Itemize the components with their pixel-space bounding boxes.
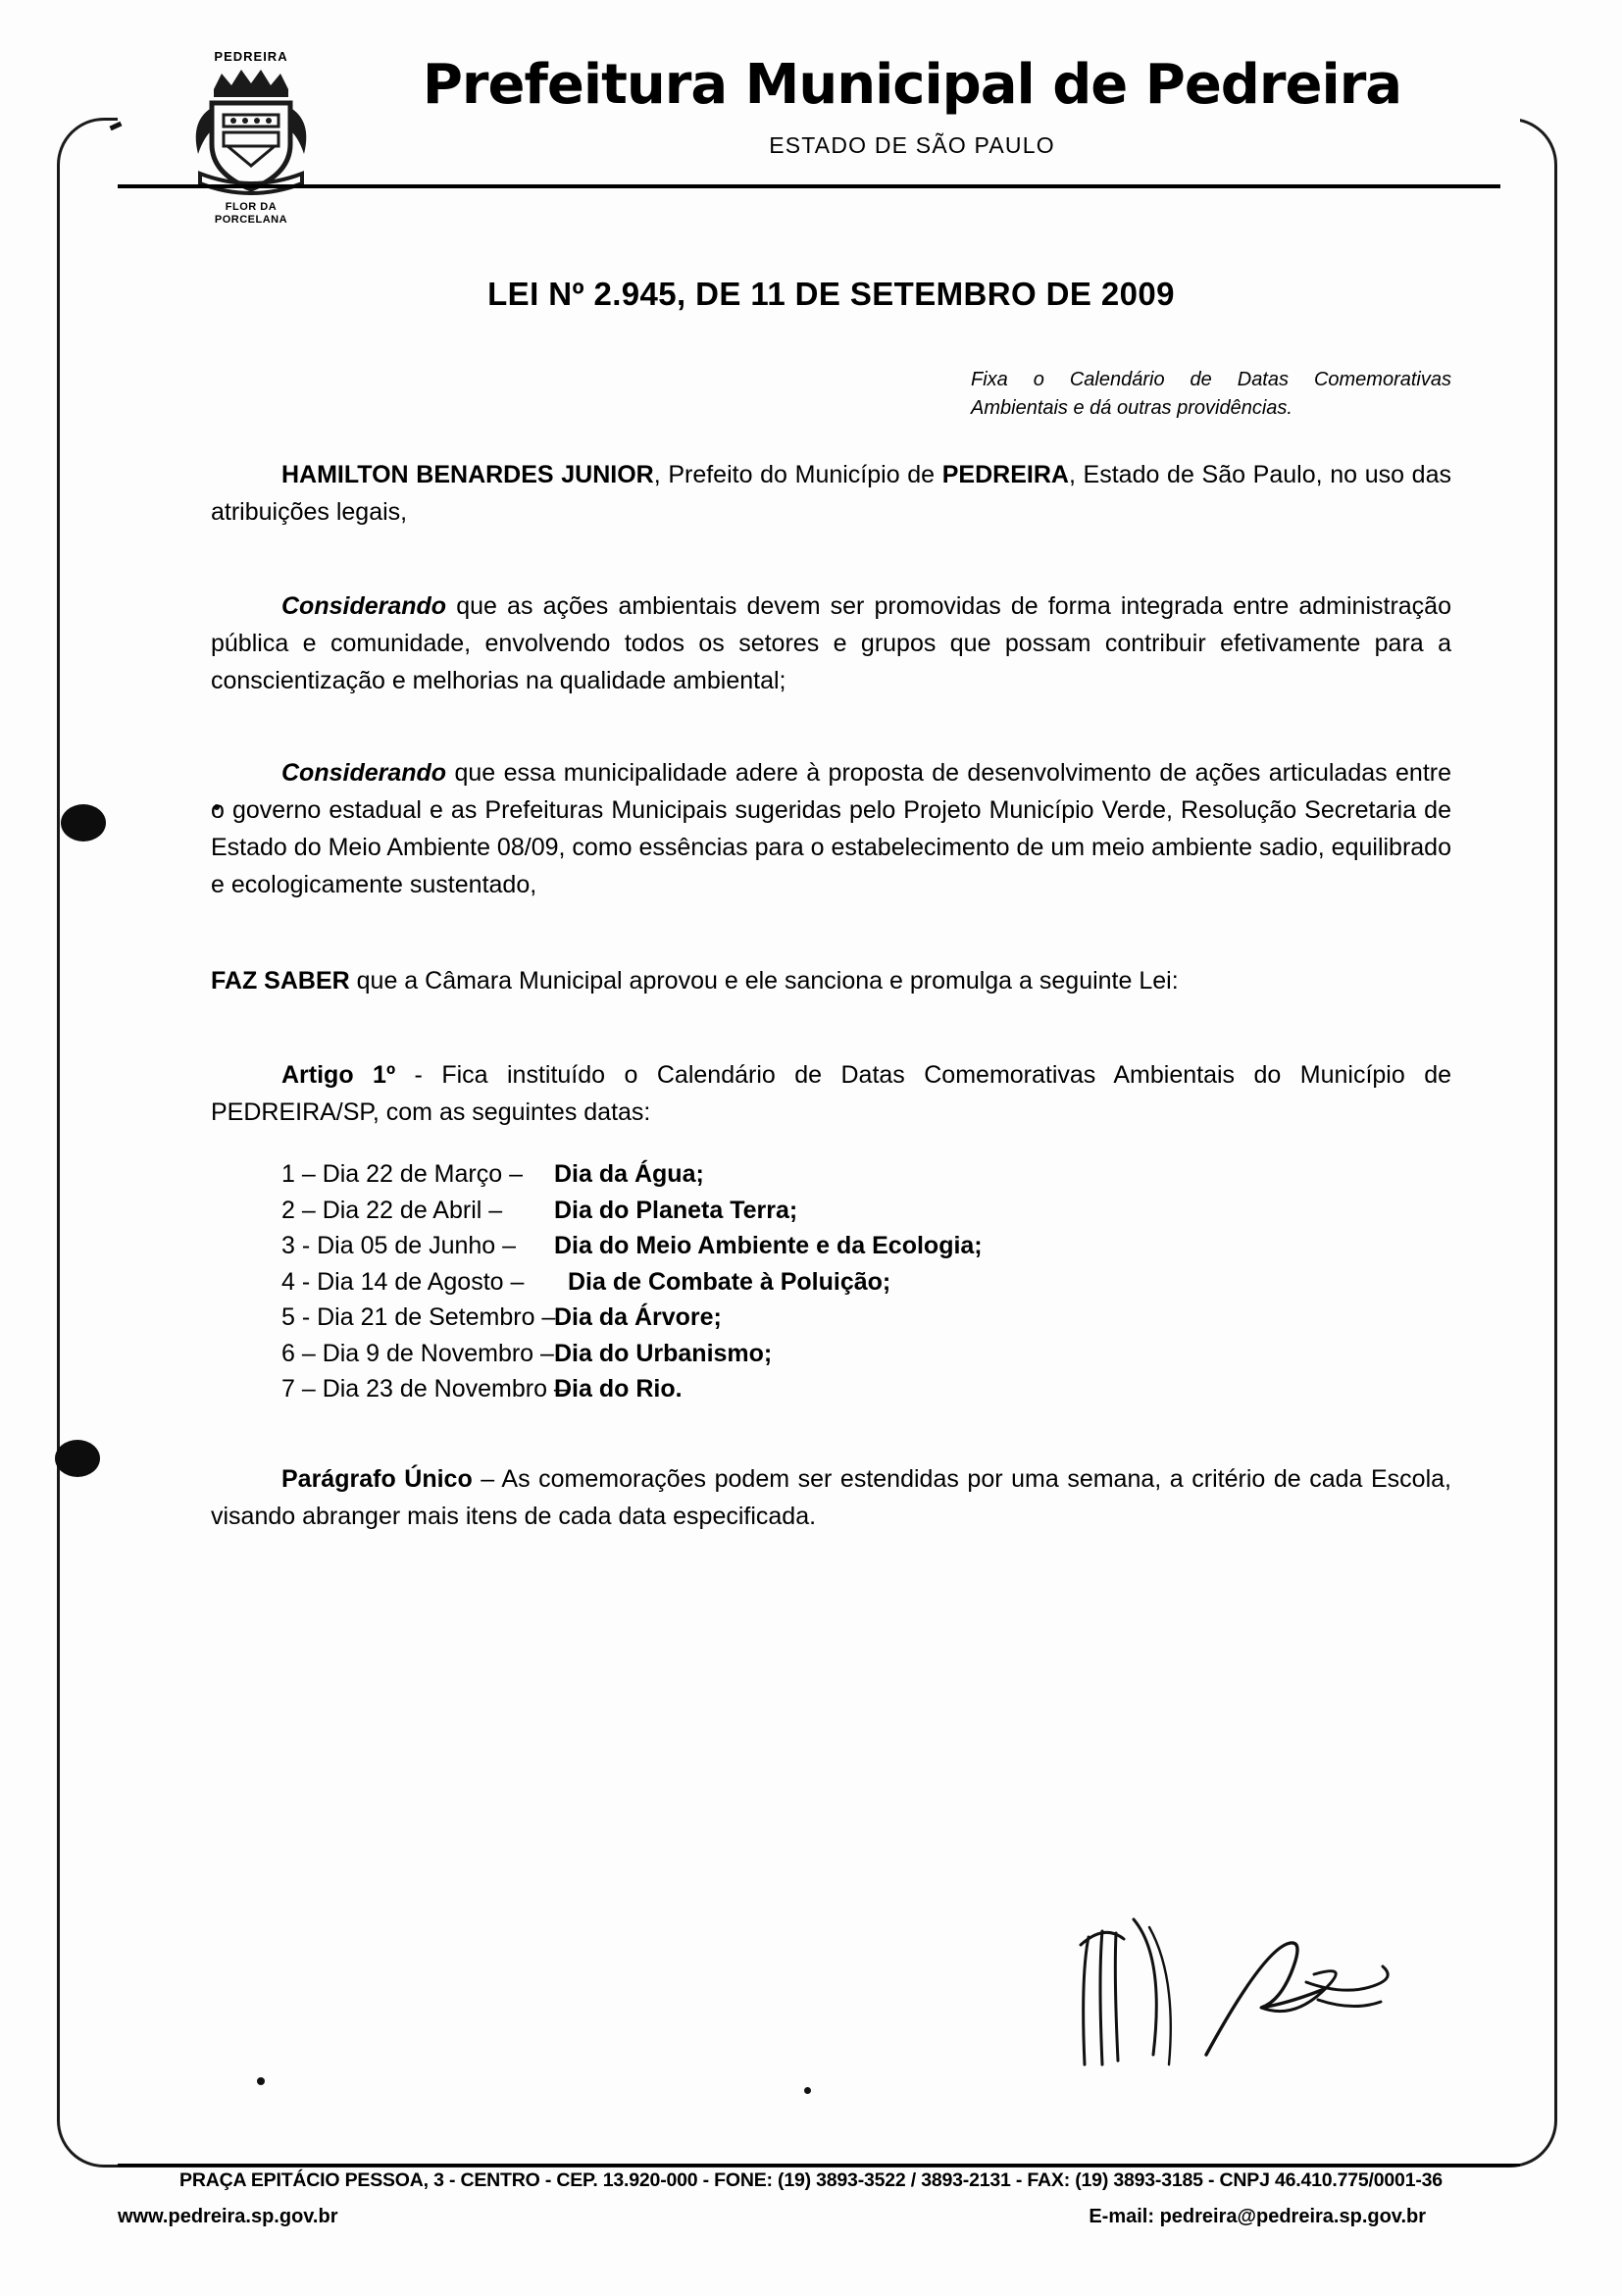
signature-icon xyxy=(1059,1917,1471,2084)
coat-of-arms-icon xyxy=(173,64,329,201)
document-header xyxy=(0,39,1622,226)
considerando-label-2: Considerando xyxy=(281,759,447,788)
header-rule xyxy=(157,184,1500,188)
list-item xyxy=(211,1264,1451,1301)
date-number-and-day: 2 – Dia 22 de Abril – xyxy=(281,1196,503,1224)
considerando-paragraph-1 xyxy=(211,587,1451,699)
preamble-text-2: , Estado de São Paulo, no uso das atribuições legais, xyxy=(211,461,1451,527)
law-title: LEI Nº 2.945, DE 11 DE SETEMBRO DE 2009 xyxy=(487,276,1175,312)
law-summary: Fixa o Calendário de Datas Comemorativas Ambientais e dá outras providências. xyxy=(971,369,1451,420)
header-rule-left xyxy=(118,184,161,188)
date-name: Dia da Árvore; xyxy=(554,1303,722,1332)
crest-bottom-label-1: FLOR DA xyxy=(225,201,278,213)
faz-saber-paragraph xyxy=(211,962,1451,999)
paragrafo-unico-paragraph xyxy=(211,1460,1451,1535)
scan-speck xyxy=(804,2087,811,2094)
date-number-and-day: 3 - Dia 05 de Junho – xyxy=(281,1232,517,1260)
list-item xyxy=(211,1193,1451,1229)
faz-saber-text: que a Câmara Municipal aprovou e ele sanciona e promulga a seguinte Lei: xyxy=(349,967,1179,995)
list-item xyxy=(211,1156,1451,1193)
document-body xyxy=(211,270,1451,1535)
list-item xyxy=(211,1228,1451,1264)
mayor-signature xyxy=(1059,1917,1471,2084)
considerando-text-1: que as ações ambientais devem ser promovidas de forma integrada entre administração pública e comunidade, envolvendo todos os setores e grupos que possam contribuir efetivamente para a conscientização e melhorias na qualidade ambiental; xyxy=(211,592,1451,695)
faz-saber-label: FAZ SABER xyxy=(211,967,350,995)
crest-top-label: PEDREIRA xyxy=(214,49,288,64)
date-name: Dia de Combate à Poluição; xyxy=(568,1267,891,1296)
paragrafo-unico-label: Parágrafo Único xyxy=(281,1464,473,1493)
scan-speck xyxy=(257,2077,265,2085)
date-number-and-day: 6 – Dia 9 de Novembro – xyxy=(281,1339,554,1367)
city-title: Prefeitura Municipal de Pedreira xyxy=(422,53,1402,117)
footer-rule xyxy=(118,2164,1520,2167)
footer-address: PRAÇA EPITÁCIO PESSOA, 3 - CENTRO - CEP. 13.920-000 - FONE: (19) 3893-3522 / 3893-2131 - FAX: (19) 3893-3185 - CNPJ 46.410.775/0001-36 xyxy=(179,2169,1443,2191)
list-item xyxy=(211,1336,1451,1372)
date-name: Dia do Urbanismo; xyxy=(554,1339,773,1367)
considerando-paragraph-2 xyxy=(211,754,1451,903)
document-footer xyxy=(0,2169,1622,2228)
binder-hole-top xyxy=(61,804,106,842)
commemorative-dates-list xyxy=(211,1156,1451,1407)
date-number-and-day: 1 – Dia 22 de Março – xyxy=(281,1160,523,1189)
city-coat-of-arms xyxy=(173,49,329,245)
date-name: Dia do Planeta Terra; xyxy=(554,1196,798,1224)
municipality-name: PEDREIRA xyxy=(941,461,1069,489)
preamble-paragraph xyxy=(211,456,1451,531)
artigo-1-paragraph xyxy=(211,1056,1451,1131)
binder-hole-bottom xyxy=(55,1440,100,1477)
preamble-text-1: , Prefeito do Município de xyxy=(653,461,942,489)
list-item xyxy=(211,1300,1451,1336)
state-subtitle: ESTADO DE SÃO PAULO xyxy=(769,131,1055,158)
list-item xyxy=(211,1371,1451,1407)
artigo-1-text: - Fica instituído o Calendário de Datas Comemorativas Ambientais do Município de PEDREIRA/SP, com as seguintes datas: xyxy=(211,1061,1452,1127)
crest-bottom-label-2: PORCELANA xyxy=(214,213,288,226)
considerando-label-1: Considerando xyxy=(281,592,447,621)
footer-website[interactable]: www.pedreira.sp.gov.br xyxy=(118,2206,338,2227)
date-number-and-day: 7 – Dia 23 de Novembro – xyxy=(281,1375,568,1403)
date-name: Dia do Meio Ambiente e da Ecologia; xyxy=(554,1232,983,1260)
footer-email[interactable]: E-mail: pedreira@pedreira.sp.gov.br xyxy=(1089,2206,1426,2227)
artigo-1-label: Artigo 1º xyxy=(281,1061,396,1090)
considerando-text-2: que essa municipalidade adere à proposta de desenvolvimento de ações articuladas entre o governo estadual e as Prefeituras Municipais sugeridas pelo Projeto Município Verde, Resolução Secretaria de Estado do Meio Ambiente 08/09, como essências para o estabelecimento de um meio ambiente sadio, equilibrado e ecologicamente sustentado, xyxy=(211,759,1451,899)
date-name: Dia do Rio. xyxy=(554,1375,683,1403)
paragrafo-unico-text: – As comemorações podem ser estendidas por uma semana, a critério de cada Escola, visando abranger mais itens de cada data especificada. xyxy=(211,1464,1451,1530)
date-name: Dia da Água; xyxy=(554,1160,704,1189)
mayor-name: HAMILTON BENARDES JUNIOR xyxy=(281,461,654,489)
date-number-and-day: 4 - Dia 14 de Agosto – xyxy=(281,1267,525,1296)
header-title-block xyxy=(343,53,1481,159)
date-number-and-day: 5 - Dia 21 de Setembro – xyxy=(281,1303,556,1332)
footer-contacts xyxy=(118,2206,1461,2228)
